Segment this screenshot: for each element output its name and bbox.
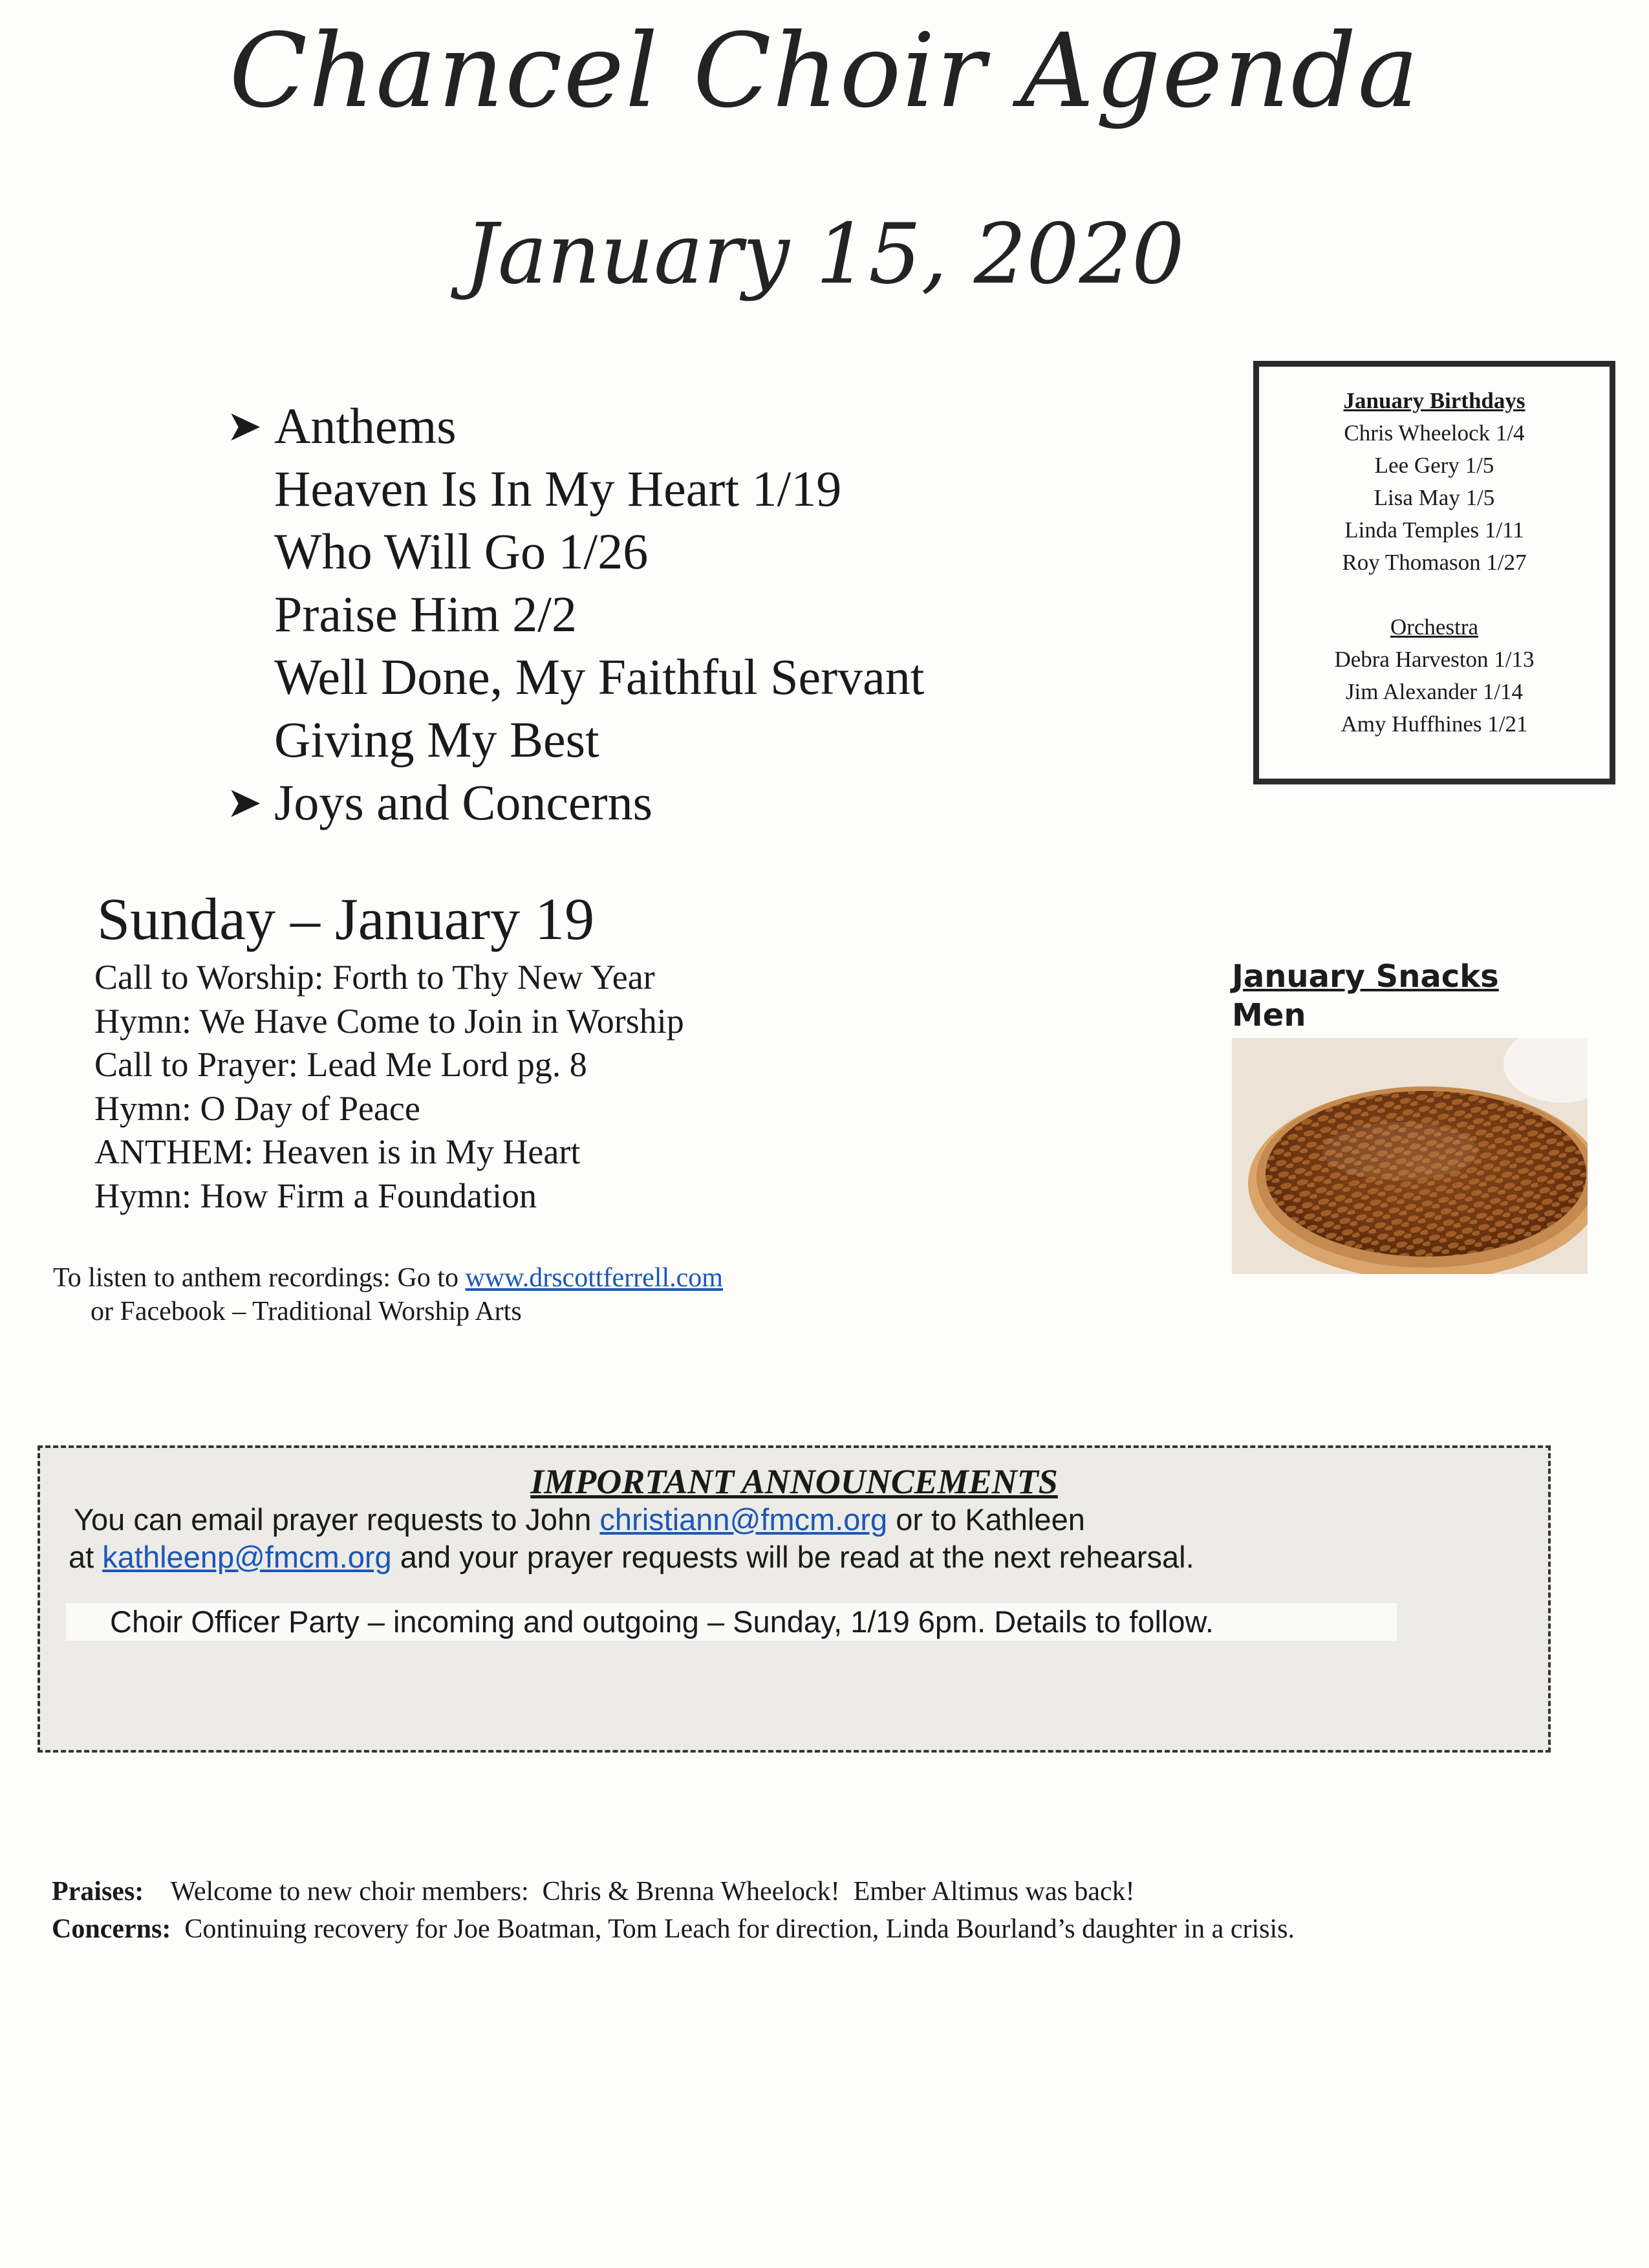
snacks-section	[1232, 957, 1499, 1035]
birthday-item: Lisa May 1/5	[1374, 485, 1495, 510]
pie-illustration	[1232, 1038, 1588, 1274]
anthem-item: Well Done, My Faithful Servant	[274, 649, 925, 705]
announcement-text: and your prayer requests will be read at the next rehearsal.	[391, 1540, 1194, 1574]
announcement-officer-party: Choir Officer Party – incoming and outgoing – Sunday, 1/19 6pm. Details to follow.	[66, 1603, 1397, 1641]
announcements-heading: IMPORTANT ANNOUNCEMENTS	[530, 1462, 1058, 1501]
service-order	[94, 956, 684, 1218]
concerns-label: Concerns:	[52, 1914, 171, 1944]
listen-info	[53, 1261, 723, 1328]
announcement-prayer-line-1	[40, 1501, 1548, 1539]
praises-row	[52, 1873, 1295, 1910]
service-item: Call to Prayer: Lead Me Lord pg. 8	[94, 1045, 587, 1084]
orchestra-heading: Orchestra	[1390, 614, 1479, 640]
service-item: Hymn: O Day of Peace	[94, 1088, 420, 1128]
praises-concerns	[52, 1873, 1295, 1948]
anthem-item: Who Will Go 1/26	[274, 523, 649, 579]
announcement-text: or to Kathleen	[887, 1502, 1085, 1537]
arrow-bullet-icon: ➤	[226, 777, 263, 827]
announcement-prayer-line-2	[40, 1539, 1548, 1576]
listen-prefix: To listen to anthem recordings: Go to	[53, 1263, 466, 1293]
anthem-item: Heaven Is In My Heart 1/19	[274, 460, 842, 517]
pecan-pie-image	[1232, 1038, 1588, 1274]
birthday-item: Lee Gery 1/5	[1374, 453, 1494, 478]
birthday-item: Linda Temples 1/11	[1344, 517, 1524, 543]
birthday-item: Chris Wheelock 1/4	[1344, 420, 1525, 446]
birthdays-heading: January Birthdays	[1343, 388, 1525, 413]
announcement-text: You can email prayer requests to John	[74, 1502, 600, 1537]
praises-label: Praises:	[52, 1877, 144, 1906]
email-link-kathleen[interactable]: kathleenp@fmcm.org	[102, 1540, 392, 1574]
snacks-group: Men	[1232, 997, 1306, 1033]
service-item: Hymn: We Have Come to Join in Worship	[94, 1001, 684, 1041]
anthem-item: Praise Him 2/2	[274, 586, 577, 642]
email-link-john[interactable]: christiann@fmcm.org	[599, 1502, 888, 1537]
anthems-label: Anthems	[274, 398, 457, 454]
concerns-text: Continuing recovery for Joe Boatman, Tom Leach for direction, Linda Bourland’s daughter in a crisis.	[171, 1914, 1295, 1944]
recordings-link[interactable]: www.drscottferrell.com	[465, 1263, 723, 1293]
agenda-date: January 15, 2020	[464, 206, 1185, 303]
announcements-box	[38, 1445, 1551, 1753]
service-item: Call to Worship: Forth to Thy New Year	[94, 958, 655, 997]
service-item: Hymn: How Firm a Foundation	[94, 1176, 537, 1215]
sunday-heading: Sunday – January 19	[97, 886, 595, 952]
orchestra-birthday-item: Jim Alexander 1/14	[1345, 679, 1524, 704]
concerns-row	[52, 1910, 1295, 1948]
anthems-list	[226, 394, 924, 834]
announcement-text: at	[69, 1540, 103, 1574]
arrow-bullet-icon: ➤	[226, 401, 263, 451]
page-title: Chancel Choir Agenda	[229, 12, 1420, 131]
praises-text: Welcome to new choir members: Chris & Brenna Wheelock! Ember Altimus was back!	[144, 1877, 1135, 1906]
birthday-item: Roy Thomason 1/27	[1342, 550, 1527, 575]
anthems-bullet	[226, 394, 924, 457]
listen-line-1	[53, 1261, 723, 1295]
orchestra-birthday-item: Amy Huffhines 1/21	[1341, 711, 1528, 737]
anthem-item: Giving My Best	[274, 711, 599, 768]
joys-bullet	[226, 771, 924, 834]
service-item: ANTHEM: Heaven is in My Heart	[94, 1132, 581, 1171]
snacks-heading: January Snacks	[1232, 958, 1499, 995]
listen-line-2: or Facebook – Traditional Worship Arts	[91, 1297, 522, 1326]
joys-label: Joys and Concerns	[274, 774, 652, 830]
birthdays-box	[1253, 361, 1615, 784]
orchestra-birthday-item: Debra Harveston 1/13	[1334, 647, 1535, 672]
